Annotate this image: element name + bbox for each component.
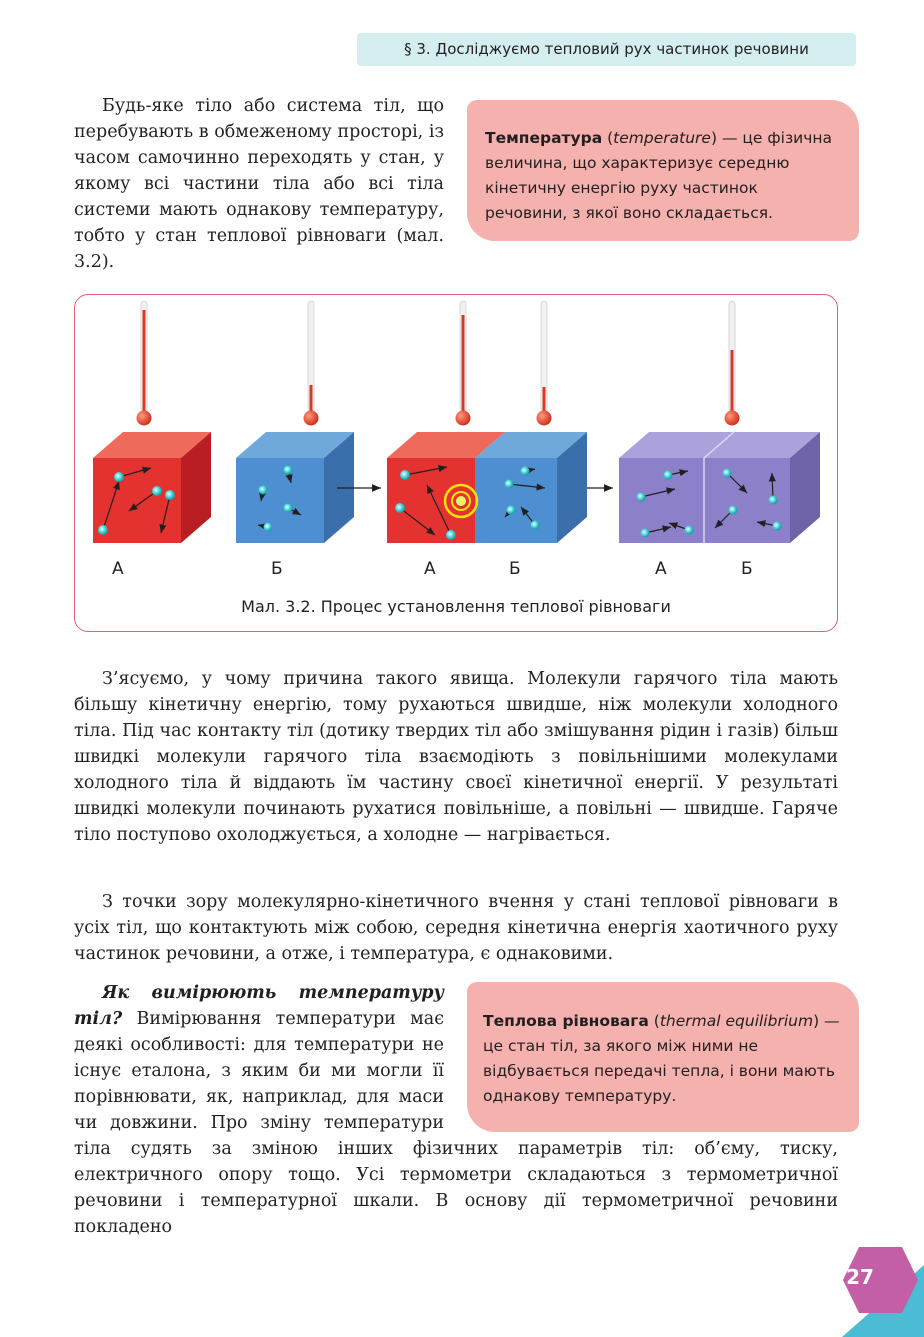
paragraph-intro: Будь-яке тіло або система тіл, що перебувають в обмеженому просторі, із часом самочинно переходять у стан, у якому всі частини тіла або всі тіла системи мають однакову температуру, тобто у стан теплової рівноваги (мал. 3.2). [74,96,444,272]
cubes-in-contact [387,432,587,543]
definition-text: — це фізична величина, що характеризує середню кінетичну енергію руху частинок речовини, з якої воно складається. [485,129,833,222]
cube-b-cold [236,432,354,543]
figure-illustration [75,295,839,595]
figure-thermal-equilibrium [74,294,838,632]
paragraph-explanation: З’ясуємо, у чому причина такого явища. Молекули гарячого тіла мають більшу кінетичну енергію, тому рухаються швидше, ніж молекули холодного тіла. Під час контакту тіл (дотику твердих тіл або змішування рідин і газів) більш швидкі молекули гарячого тіла взаємодіють з повільнішими молекулами холодного тіла й віддають їм частину своєї кінетичної енергії. У результаті швидкі молекули починають рухатися повільніше, а повільні — швидше. Гаряче тіло поступово охолоджується, а холодне — нагрівається. [74,669,838,845]
thermometer-a-initial [137,301,152,426]
definition-term: Теплова рівновага [483,1012,649,1030]
figure-caption: Мал. 3.2. Процес установлення теплової рівноваги [241,597,671,616]
thermometer-a-contact [456,301,471,426]
paragraph-measurement: Як вимірюють температуру тіл? Вимірювання температури має деякі особливості: для температури не існує еталона, з яким би ми могли її порівнювати, як, наприклад, для маси чи довжини. Про зміну температури тіла судять за зміною інших фізичних параметрів тіл: об’єму, тиску, електричного опору тощо. Усі термометри складаються з термометричної речовини і температурної шкали. В основу дії термометричної речовини покладено [74,983,838,1237]
thermometer-b-contact [537,301,552,426]
definition-text: — це стан тіл, за якого між ними не відбувається передачі тепла, і вони мають однакову температуру. [483,1012,840,1105]
thermometer-equilibrium [725,301,740,426]
label-a-1: А [112,559,124,579]
label-b-2: Б [509,559,521,579]
cube-a-hot [93,432,211,543]
label-b-3: Б [741,559,753,579]
page-header [357,33,856,66]
paragraph-lead: Як вимірюють температуру тіл? [74,983,444,1029]
definition-thermal-equilibrium: Теплова рівновага (thermal equilibrium) — це стан тіл, за якого між ними не відбувається передачі тепла, і вони мають однакову температуру. [467,982,859,1132]
cubes-equilibrium [619,432,820,543]
definition-english: thermal equilibrium [659,1012,814,1030]
label-b-1: Б [271,559,283,579]
page-number: 27 [846,1265,874,1289]
label-a-2: А [424,559,436,579]
thermometer-b-initial [304,301,319,426]
definition-term: Температура [485,129,603,147]
header-title: § 3. Досліджуємо тепловий рух частинок речовини [404,40,809,58]
paragraph-mkt: З точки зору молекулярно-кінетичного вчення у стані теплової рівноваги в усіх тіл, що контактують між собою, середня кінетична енергія хаотичного руху частинок речовини, а отже, і температура, є однаковими. [74,892,838,964]
definition-temperature: Температура (temperature) — це фізична величина, що характеризує середню кінетичну енергію руху частинок речовини, з якої воно складається. [467,100,859,241]
label-a-3: А [655,559,667,579]
definition-english: temperature [613,129,711,147]
